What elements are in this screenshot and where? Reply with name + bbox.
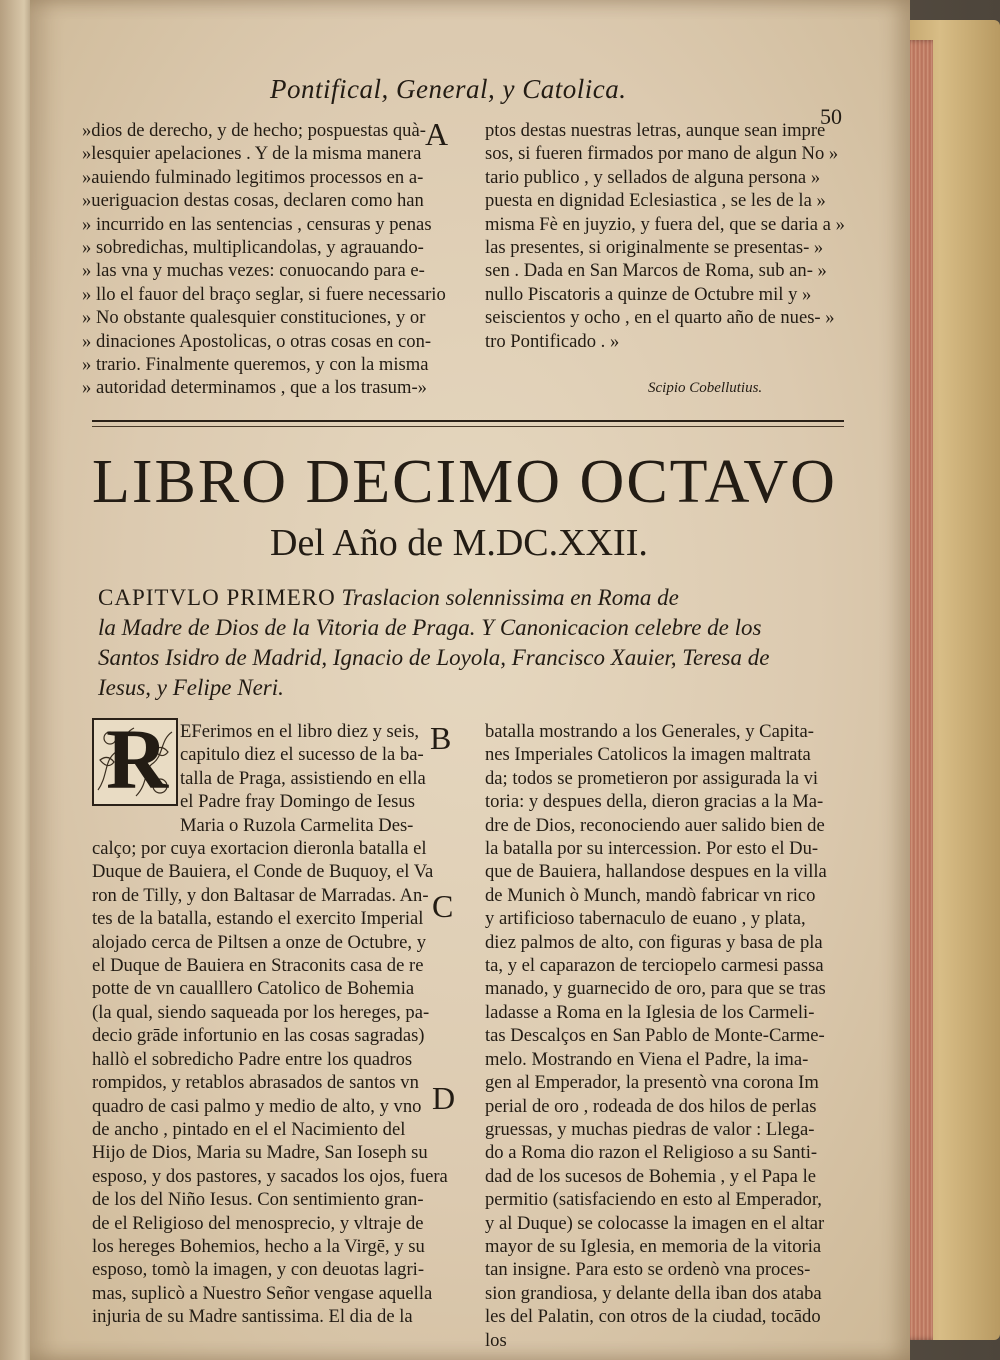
chapter-line-3: Santos Isidro de Madrid, Ignacio de Loyola, Francisco Xauier, Teresa de: [98, 645, 770, 670]
text-line: » incurrido en las sentencias , censuras y penas: [82, 213, 432, 235]
text-line: » llo el fauor del braço seglar, si fuere necessario: [82, 283, 446, 305]
text-line: » dinaciones Apostolicas, o otras cosas en con-: [82, 330, 432, 352]
text-line: sen . Dada en San Marcos de Roma, sub an- »: [485, 260, 827, 282]
text-line: ta, y el caparazon de terciopelo carmesi passa: [485, 955, 824, 977]
text-line: melo. Mostrando en Viena el Padre, la ima-: [485, 1048, 809, 1070]
text-line: (la qual, siendo saqueada por los hereges, pa-: [92, 1001, 430, 1023]
book-page: [30, 0, 910, 1360]
text-line: tas Descalços en San Pablo de Monte-Carme-: [485, 1025, 825, 1047]
text-line: dre de Dios, reconociendo auer salido bien de: [485, 814, 825, 836]
top-right-column: [485, 119, 855, 353]
text-line: tro Pontificado . »: [485, 330, 620, 352]
text-line: »ueriguacion destas cosas, declaren como han: [82, 190, 424, 212]
top-left-column: [82, 119, 462, 400]
text-line: »lesquier apelaciones . Y de la misma manera: [82, 143, 422, 165]
text-line: nes Imperiales Catolicos la imagen maltrata: [485, 744, 811, 766]
text-line: de Munich ò Munch, mandò fabricar vn rico: [485, 884, 816, 906]
text-line: sion grandiosa, y delante della iban dos ataba: [485, 1282, 822, 1304]
text-line: tes de la batalla, estando el exercito Imperial: [92, 908, 424, 930]
text-line: talla de Praga, assistiendo en ella: [180, 767, 426, 789]
text-line: sos, si fueren firmados por mano de algun No »: [485, 143, 839, 165]
text-line: »auiendo fulminado legitimos processos en a-: [82, 166, 424, 188]
signature: Scipio Cobellutius.: [648, 380, 763, 396]
text-line: los: [485, 1329, 507, 1351]
chapter-heading: [98, 583, 848, 703]
text-line: mayor de su Iglesia, en memoria de la vitoria: [485, 1235, 822, 1257]
text-line: » autoridad determinamos , que a los trasum-»: [82, 377, 427, 399]
divider-rule-thin: [92, 426, 844, 427]
text-line: de los del Niño Iesus. Con sentimiento gran-: [92, 1189, 424, 1211]
text-line: las presentes, si originalmente se presentas- »: [485, 237, 824, 259]
text-line: el Duque de Bauiera en Straconits casa de re: [92, 955, 424, 977]
drop-cap-letter: R: [106, 711, 169, 807]
text-line: tan insigne. Para esto se ordenò vna proces-: [485, 1259, 811, 1281]
text-line: rompidos, y retablos abrasados de santos vn: [92, 1072, 419, 1094]
text-line: » sobredichas, multiplicandolas, y agrauando-: [82, 237, 424, 259]
text-line: mas, suplicò a Nuestro Señor vengase aquella: [92, 1282, 433, 1304]
text-line: puesta en dignidad Eclesiastica , se les de la »: [485, 190, 826, 212]
year-line: Del Año de M.DC.XXII.: [270, 522, 648, 564]
text-line: esposo, tomò la imagen, y con deuotas lagri-: [92, 1259, 425, 1281]
text-line: » las vna y muchas vezes: conuocando para e-: [82, 260, 425, 282]
text-line: Hijo de Dios, Maria su Madre, San Ioseph su: [92, 1142, 428, 1164]
text-line: ladasse a Roma en la Iglesia de los Carmeli-: [485, 1001, 815, 1023]
body-right-column: [485, 720, 855, 1352]
book-title: LIBRO DECIMO OCTAVO: [92, 448, 837, 516]
text-line: y artificioso tabernaculo de euano , y plata,: [485, 908, 806, 930]
text-line: calço; por cuya exortacion dieronla batalla el: [92, 838, 427, 860]
text-line: los hereges Bohemios, hecho a la Virgē, y su: [92, 1235, 425, 1257]
text-line: misma Fè en juyzio, y fuera del, que se daria a »: [485, 213, 845, 235]
text-line: do a Roma dio razon el Religioso a su Santi-: [485, 1142, 818, 1164]
chapter-line-4: Iesus, y Felipe Neri.: [98, 675, 284, 700]
text-line: y al Duque) se colocasse la imagen en el altar: [485, 1212, 825, 1234]
text-line: seiscientos y ocho , en el quarto año de nues- »: [485, 307, 835, 329]
text-line: injuria de su Madre santissima. El dia de la: [92, 1306, 413, 1328]
text-line: potte de vn caualllero Catolico de Bohemia: [92, 978, 415, 1000]
text-line: el Padre fray Domingo de Iesus: [180, 791, 415, 813]
text-line: gruessas, y muchas piedras de valor : Llega-: [485, 1118, 815, 1140]
text-line: perial de oro , rodeada de dos hilos de perlas: [485, 1095, 817, 1117]
text-line: gen al Emperador, la presentò vna corona Im: [485, 1072, 819, 1094]
text-line: que de Bauiera, hallandose despues en la villa: [485, 861, 827, 883]
margin-letter-b: B: [430, 720, 452, 756]
text-line: les del Palatin, con otros de la ciudad, tocādo: [485, 1306, 821, 1328]
text-line: dad de los sucesos de Bohemia , y el Papa le: [485, 1165, 816, 1187]
text-line: quadro de casi palmo y medio de alto, y vno: [92, 1095, 422, 1117]
text-line: manado, y guarnecido de oro, para que se tras: [485, 978, 826, 1000]
text-line: de el Religioso del menosprecio, y vltraje de: [92, 1212, 424, 1234]
text-line: nullo Piscatoris a quinze de Octubre mil y »: [485, 283, 812, 305]
body-left-column: [92, 720, 472, 1329]
text-line: toria: y despues della, dieron gracias a la Ma-: [485, 791, 824, 813]
chapter-line-1: Traslacion solennissima en Roma de: [335, 585, 679, 610]
text-line: batalla mostrando a los Generales, y Capita-: [485, 721, 814, 742]
margin-letter-d: D: [432, 1080, 456, 1116]
text-line: de ancho , pintado en el el Nacimiento del: [92, 1118, 406, 1140]
chapter-line-2: la Madre de Dios de la Vitoria de Praga. Y Canonicacion celebre de los: [98, 615, 762, 640]
text-line: diez palmos de alto, con figuras y basa de pla: [485, 931, 823, 953]
text-line: da; todos se prometieron por assigurada la vi: [485, 767, 819, 789]
text-line: alojado cerca de Piltsen a onze de Octubre, y: [92, 931, 427, 953]
folio-number: 50: [820, 104, 842, 129]
text-line: hallò el sobredicho Padre entre los quadros: [92, 1048, 413, 1070]
text-line: »dios de derecho, y de hecho; pospuestas quà-: [82, 120, 426, 141]
text-line: Duque de Bauiera, el Conde de Buquoy, el Va: [92, 861, 434, 883]
text-line: la batalla por su intercession. Por esto el Du-: [485, 838, 819, 860]
text-line: decio grāde infortunio en las cosas sagradas): [92, 1025, 425, 1047]
margin-letter-a: A: [425, 116, 449, 152]
text-line: EFerimos en el libro diez y seis,: [180, 721, 420, 742]
text-line: » No obstante qualesquier constituciones, y or: [82, 307, 426, 329]
text-line: Maria o Ruzola Carmelita Des-: [180, 814, 414, 836]
text-line: ron de Tilly, y don Baltasar de Marradas. An-: [92, 884, 429, 906]
text-line: permitio (satisfaciendo en esto al Emperador,: [485, 1189, 822, 1211]
divider-rule: [92, 420, 844, 422]
margin-letter-c: C: [432, 888, 454, 924]
text-line: capitulo diez el sucesso de la ba-: [180, 744, 424, 766]
text-line: tario publico , y sellados de alguna persona »: [485, 166, 821, 188]
text-line: esposo, y dos pastores, y sacados los ojos, fuera: [92, 1165, 448, 1187]
text-line: ptos destas nuestras letras, aunque sean impre: [485, 120, 826, 141]
chapter-label: CAPITVLO PRIMERO: [98, 585, 336, 610]
running-head: Pontifical, General, y Catolica.: [270, 74, 627, 104]
text-line: » trario. Finalmente queremos, y con la misma: [82, 354, 429, 376]
